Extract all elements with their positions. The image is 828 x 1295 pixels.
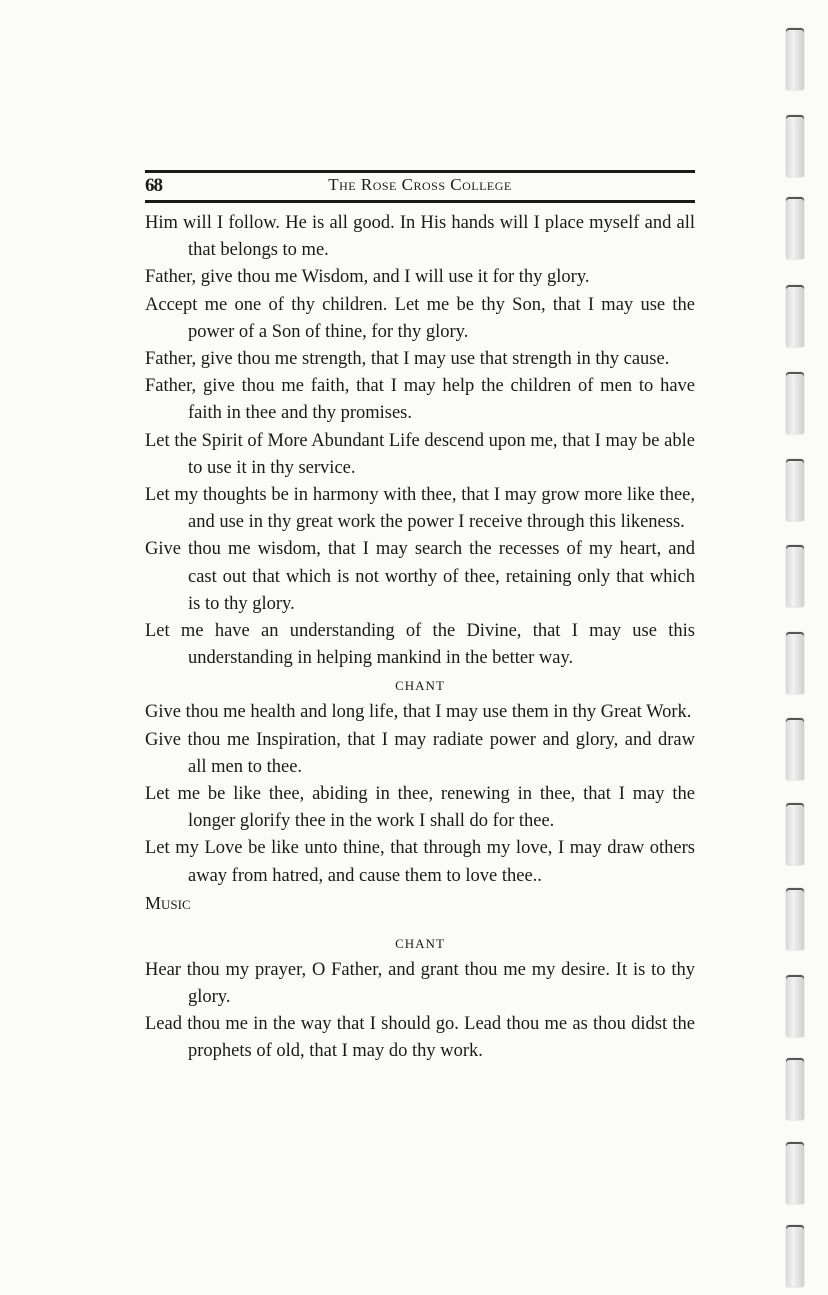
page-body [145,210,695,1066]
binding-tab [786,28,804,90]
page-number: 68 [145,175,162,196]
binding-tab [786,1058,804,1120]
verse: Father, give thou me faith, that I may help the children of men to have faith in thee and thy promises. [145,376,695,424]
binding-tab [786,459,804,521]
verse: Lead thou me in the way that I should go. Lead thou me as thou didst the prophets of old, that I may do thy work. [145,1014,695,1062]
chant-heading: CHANT [395,678,445,694]
verse: Let me have an understanding of the Divine, that I may use this understanding in helping mankind in the better way. [145,621,695,669]
binding-tab [786,1142,804,1204]
verse: Hear thou my prayer, O Father, and grant thou me my desire. It is to thy glory. [145,959,695,1008]
verse: Let the Spirit of More Abundant Life descend upon me, that I may be able to use it in thy service. [145,430,695,478]
header-rule-bottom [145,200,695,203]
binding-tab [786,632,804,694]
verse: Let my thoughts be in harmony with thee, that I may grow more like thee, and use in thy great work the power I receive through this likeness. [145,485,695,533]
binding-tab [786,285,804,347]
verse: Give thou me wisdom, that I may search the recesses of my heart, and cast out that which is not worthy of thee, retaining only that which is to thy glory. [145,539,695,614]
chant-heading: CHANT [395,935,445,951]
music-cue: Music [145,892,191,913]
binding-tab [786,1225,804,1287]
binding-tab [786,545,804,607]
page-header [145,170,695,202]
binding-tab [786,718,804,780]
header-rule-top [145,170,695,173]
binding-tab [786,372,804,434]
running-title: The Rose Cross College [328,175,512,194]
verse: Father, give thou me Wisdom, and I will use it for thy glory. [145,267,590,288]
verse: Father, give thou me strength, that I may use that strength in thy cause. [145,349,670,370]
verse: Let me be like thee, abiding in thee, renewing in thee, that I may the longer glorify thee in the work I shall do for thee. [145,784,695,832]
binding-tab [786,197,804,259]
verse: Give thou me health and long life, that I may use them in thy Great Work. [145,702,692,723]
verse: Accept me one of thy children. Let me be thy Son, that I may use the power of a Son of thine, for thy glory. [145,294,695,342]
binding-tab [786,975,804,1037]
verse: Give thou me Inspiration, that I may radiate power and glory, and draw all men to thee. [145,729,695,777]
verse: Him will I follow. He is all good. In His hands will I place myself and all that belongs to me. [145,213,695,261]
binding-tab [786,115,804,177]
binding-tabs [786,0,808,1295]
binding-tab [786,803,804,865]
binding-tab [786,888,804,950]
verse: Let my Love be like unto thine, that through my love, I may draw others away from hatred, and cause them to love thee.. [145,838,695,886]
